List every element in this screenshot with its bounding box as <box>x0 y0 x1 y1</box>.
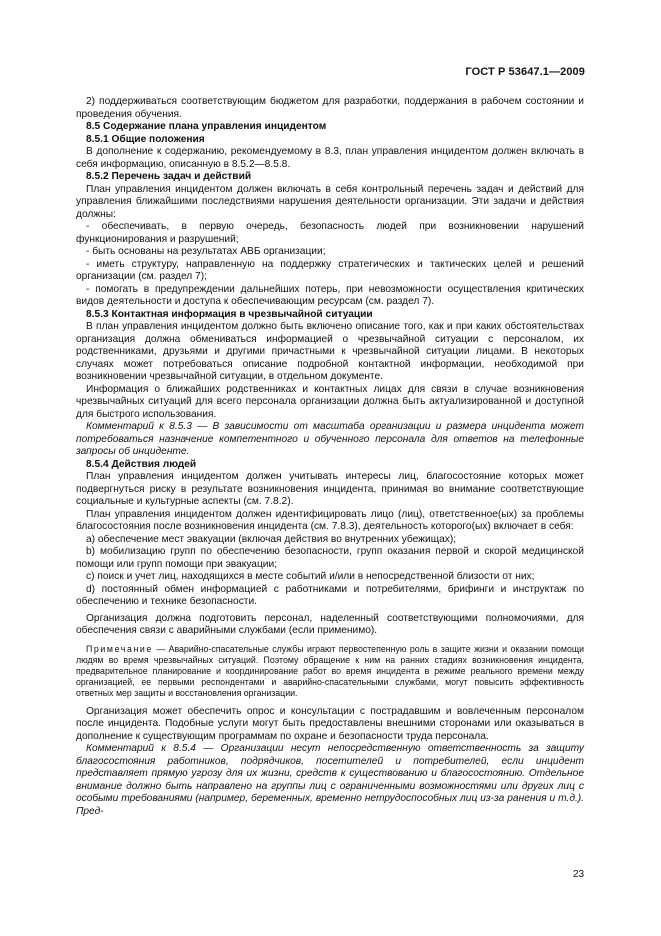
document-id: ГОСТ Р 53647.1—2009 <box>465 66 585 78</box>
section-heading: 8.5 Содержание плана управления инцидентом <box>86 121 327 132</box>
paragraph: План управления инцидентом должен идентифицировать лицо (лиц), ответственное(ых) за проблемы благосостояния после возникновения инцидента (см. 7.8.3), деятельность которого(ых) включает в себя: <box>76 508 584 532</box>
comment-paragraph: Комментарий к 8.5.3 — В зависимости от масштаба организации и размера инцидента может потребоваться назначение компетентного и обученного персонала для ответов на телефонные запросы об инциденте. <box>76 421 584 457</box>
list-item: - быть основаны на результатах АВБ организации; <box>86 246 326 257</box>
paragraph: План управления инцидентом должен включать в себя контрольный перечень задач и действий для управления ближайшими последствиями нарушения деятельности организации. Эти задачи и действия должны: <box>76 183 584 220</box>
list-item: c) поиск и учет лиц, находящихся в месте событий и/или в непосредственной близости от них; <box>86 571 535 582</box>
subsection-heading: 8.5.2 Перечень задач и действий <box>86 171 252 182</box>
list-item: - помогать в предупреждении дальнейших потерь, при невозможности осуществления критических видов деятельности и доступа к обеспечивающим ресурсам (см. раздел 7). <box>76 283 584 307</box>
list-item: b) мобилизацию групп по обеспечению безопасности, групп оказания первой и скорой медицинской помощи или групп помощи при эвакуации; <box>76 546 584 570</box>
list-item: а) обеспечение мест эвакуации (включая действия во внутренних убежищах); <box>86 533 457 545</box>
paragraph: План управления инцидентом должен учитывать интересы лиц, благосостояние которых может подвергнуться риску в результате возникновения инцидента, принимая во внимание соответствующие социальные и культурные аспекты (см. 7.8.2). <box>76 471 584 507</box>
paragraph: 2) поддерживаться соответствующим бюджетом для разработки, поддержания в рабочем состоянии и проведения обучения. <box>76 96 584 120</box>
list-item: - обеспечивать, в первую очередь, безопасность людей при возникновении нарушений функционирования и разрушений; <box>76 221 584 245</box>
note-paragraph <box>76 644 584 699</box>
paragraph: Организация может обеспечить опрос и консультации с пострадавшим и вовлеченным персоналом после инцидента. Подобные услуги могут быть предоставлены внешними сторонами или оказываться в дополнение к существующим программам по охране и безопасности труда персонала. <box>76 705 584 742</box>
page-body <box>76 96 584 818</box>
subsection-heading: 8.5.3 Контактная информация в чрезвычайной ситуации <box>86 308 373 320</box>
note-text: — Аварийно-спасательные службы играют первостепенную роль в защите жизни и оказании помощи людям во время чрезвычайных ситуаций. Поэтому обращение к ним на ранних стадиях возникновения инцидента, предварительное планирование и координирование работ во время инцидента в режиме реального времени между организацией, ее первыми респондентами и аварийно-спасательными службами, могут повысить эффективность ответных мер защиты и восстановления организации. <box>76 643 584 698</box>
list-item: d) постоянный обмен информацией с работниками и потребителями, брифинги и инструктаж по обеспечению и технике безопасности. <box>76 583 584 607</box>
paragraph: В план управления инцидентом должно быть включено описание того, как и при каких обстоятельствах организация должна обмениваться информацией о чрезвычайной ситуации с персоналом, их родственниками, друзьями и другими причастными к чрезвычайной ситуации лицами. В некоторых случаях может потребоваться описание подробной контактной информации, необходимой при возникновении чрезвычайной ситуации, в отдельном документе. <box>76 321 584 382</box>
comment-paragraph: Комментарий к 8.5.4 — Организации несут непосредственную ответственность за защиту благосостояния работников, подрядчиков, посетителей и потребителей, если инцидент представляет прямую угрозу для их жизни, средств к существованию и благосостоянию. Отдельное внимание должно быть направлено на группы лиц с ограниченными возможностями или других лиц с особыми требованиями (например, беременных, временно нетрудоспособных лиц из-за ранения и т.д.). Пред- <box>76 743 584 817</box>
list-item: - иметь структуру, направленную на поддержку стратегических и тактических целей и решений организации (см. раздел 7); <box>76 258 584 282</box>
subsection-heading: 8.5.1 Общие положения <box>86 133 205 145</box>
paragraph: Организация должна подготовить персонал, наделенный соответствующими полномочиями, для обеспечения связи с аварийными службами (если применимо). <box>76 612 584 636</box>
subsection-heading: 8.5.4 Действия людей <box>86 458 197 470</box>
paragraph: Информация о ближайших родственниках и контактных лицах для связи в случае возникновения чрезвычайных ситуаций для всего персонала организации должна быть актуализированной и доступной для быстрого использования. <box>76 383 584 420</box>
note-label: Примечание <box>86 643 153 654</box>
paragraph: В дополнение к содержанию, рекомендуемому в 8.3, план управления инцидентом должен включать в себя информацию, описанную в 8.5.2—8.5.8. <box>76 146 584 170</box>
page-number: 23 <box>573 869 585 880</box>
